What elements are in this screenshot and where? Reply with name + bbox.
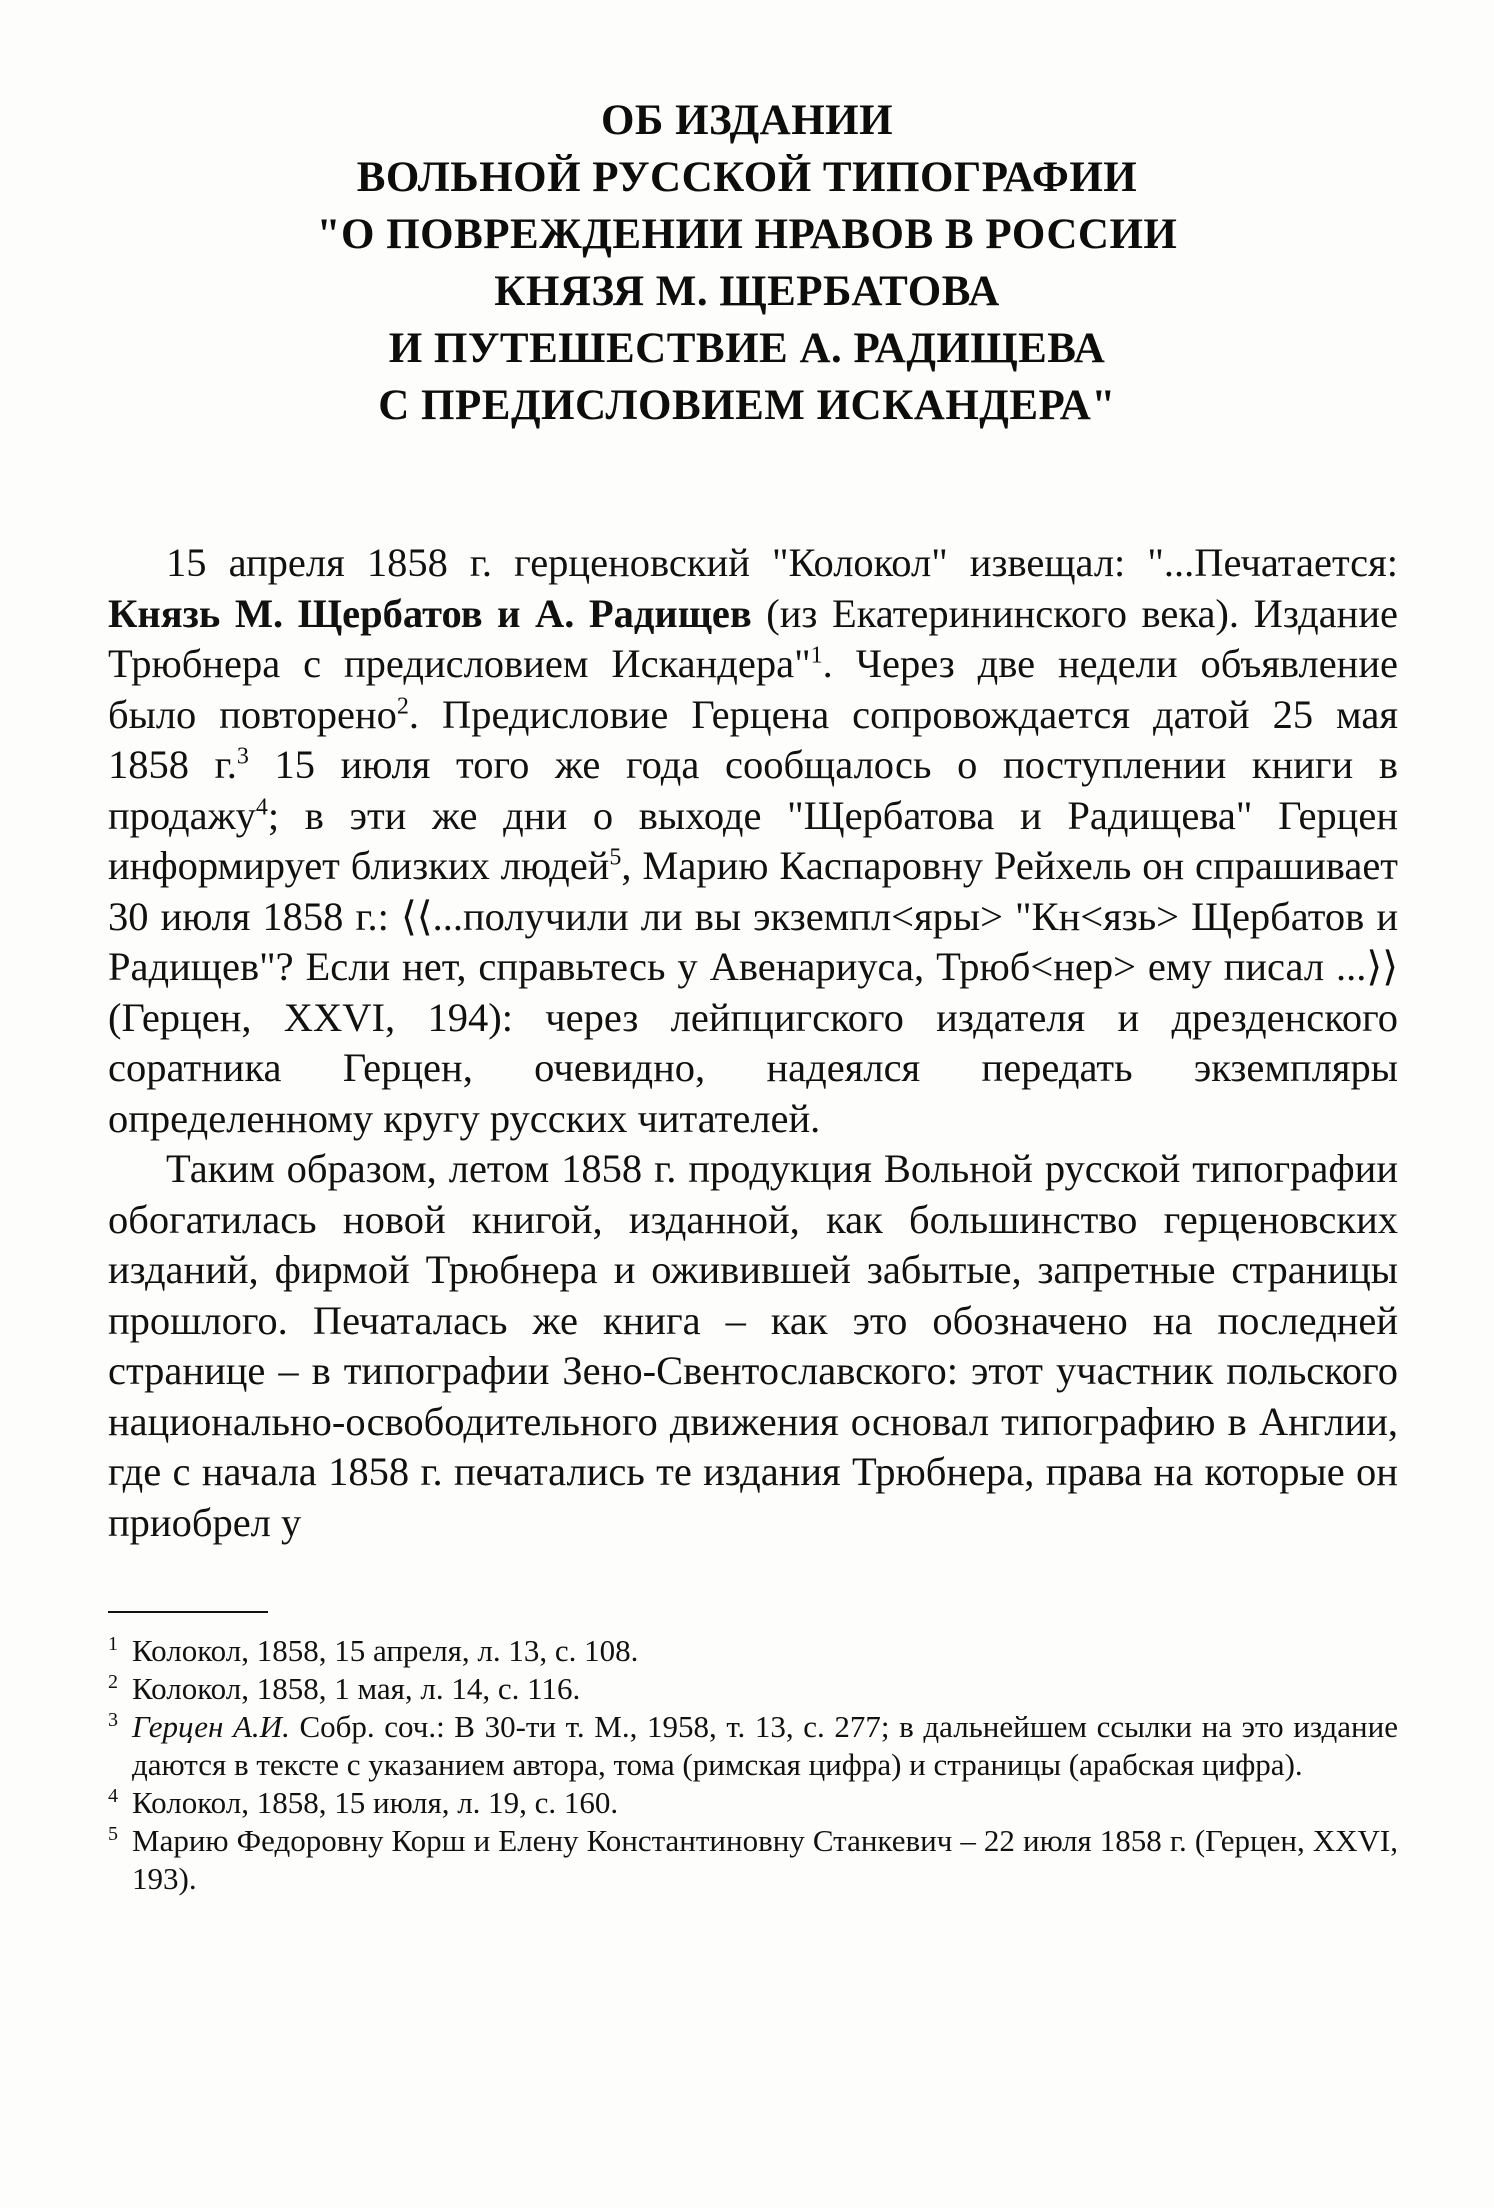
title-line-2: ВОЛЬНОЙ РУССКОЙ ТИПОГРАФИИ <box>356 154 1138 201</box>
footnote-ref-3: 3 <box>236 743 249 770</box>
bold-book-title: Князь М. Щербатов и А. Радищев <box>108 590 752 636</box>
title-line-6: С ПРЕДИСЛОВИЕМ ИСКАНДЕРА" <box>378 382 1116 429</box>
footnote-text: Собр. соч.: В 30-ти т. М., 1958, т. 13, с. 277; в дальнейшем ссылки на это издание даются в тексте с указанием автора, тома (римская цифра) и страницы (арабская цифра). <box>132 1709 1398 1782</box>
footnote-ref-5: 5 <box>609 844 622 871</box>
body-text <box>108 538 1398 1548</box>
paragraph-1-part-f: ; в эти же дни о выходе "Щербатова и Радищева" Герцен информирует близких людей <box>108 792 1398 888</box>
paragraph-1-part-a: 15 апреля 1858 г. герценовский "Колокол" извещал: "...Печатается: <box>166 540 1398 585</box>
footnote-text: Колокол, 1858, 1 мая, л. 14, с. 116. <box>132 1671 581 1706</box>
footnote-1: 1 Колокол, 1858, 15 апреля, л. 13, с. 108. <box>108 1632 639 1668</box>
paragraph-1-part-e: 15 июля того же года сообщалось о поступлении книги в продажу <box>108 742 1398 838</box>
footnotes <box>108 1632 1398 1898</box>
paragraph-1-part-d: . Предисловие Герцена сопровождается датой 25 мая 1858 г. <box>108 691 1398 787</box>
title-line-5: И ПУТЕШЕСТВИЕ А. РАДИЩЕВА <box>388 325 1106 372</box>
title-line-3: "О ПОВРЕЖДЕНИИ НРАВОВ В РОССИИ <box>316 211 1178 258</box>
paragraph-1-part-g: , Марию Каспаровну Рейхель он спрашивает 30 июля 1858 г.: ⟨⟨...получили ли вы экземпл<яры> "Кн<язь> Щербатов и Радищев"? Если нет, справьтесь у Авенариуса, Трюб<нер> ему писал ...⟩⟩ (Герцен, XXVI, 194): через лейпцигского издателя и дрезденского соратника Герцен, очевидно, надеялся передать экземпляры определенному кругу русских читателей. <box>108 843 1399 1141</box>
footnote-author: Герцен А.И. <box>132 1709 290 1744</box>
footnote-text: Марию Федоровну Корш и Елену Константиновну Станкевич – 22 июля 1858 г. (Герцен, XXVI, 193). <box>132 1823 1398 1896</box>
footnote-text: Колокол, 1858, 15 апреля, л. 13, с. 108. <box>132 1633 639 1668</box>
title-line-1: ОБ ИЗДАНИИ <box>600 97 894 144</box>
paragraph-1 <box>108 538 1398 1144</box>
paragraph-1-part-c: . Через две недели объявление было повторено <box>108 641 1398 737</box>
paragraph-2: Таким образом, летом 1858 г. продукция Вольной русской типографии обогатилась новой книгой, изданной, как большинство герценовских изданий, фирмой Трюбнера и оживившей забытые, запретные страницы прошлого. Печаталась же книга – как это обозначено на последней странице – в типографии Зено-Свентославского: этот участник польского национально-освободительного движения основал типографию в Англии, где с начала 1858 г. печатались те издания Трюбнера, права на которые он приобрел у <box>108 1146 1398 1545</box>
chapter-title <box>0 92 1494 434</box>
footnote-text: Колокол, 1858, 15 июля, л. 19, с. 160. <box>132 1785 619 1820</box>
footnote-ref-1: 1 <box>810 642 823 669</box>
footnote-2: 2 Колокол, 1858, 1 мая, л. 14, с. 116. <box>108 1670 581 1706</box>
footnote-ref-2: 2 <box>396 693 409 719</box>
footnote-ref-4: 4 <box>255 794 268 820</box>
footnote-4: 4 Колокол, 1858, 15 июля, л. 19, с. 160. <box>108 1784 619 1820</box>
paragraph-1-part-b: (из Екатерининского века). Издание Трюбнера с предисловием Искандера" <box>108 590 1398 686</box>
title-line-4: КНЯЗЯ М. ЩЕРБАТОВА <box>494 268 1000 315</box>
footnote-divider <box>108 1611 268 1613</box>
footnote-3: 3 Герцен А.И. Собр. соч.: В 30-ти т. М., 1958, т. 13, с. 277; в дальнейшем ссылки на это издание даются в тексте с указанием автора, тома (римская цифра) и страницы (арабская цифра). <box>108 1708 1398 1782</box>
footnote-5: 5 Марию Федоровну Корш и Елену Константиновну Станкевич – 22 июля 1858 г. (Герцен, XXVI, 193). <box>108 1822 1398 1896</box>
